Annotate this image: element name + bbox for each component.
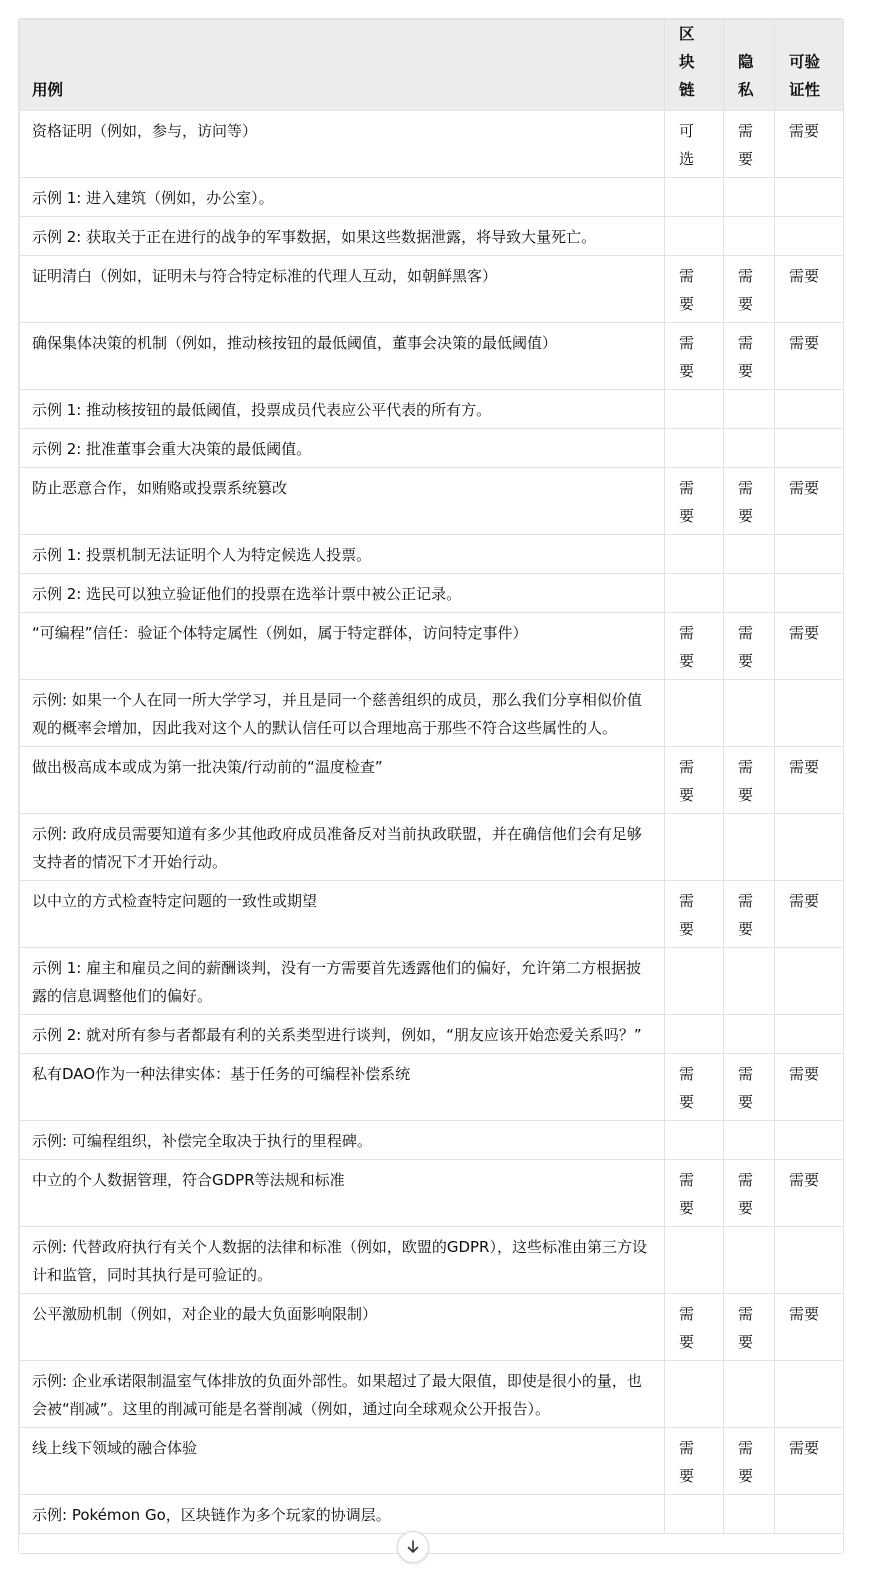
privacy-cell: [724, 1160, 775, 1227]
use-case-cell: “可编程”信任：验证个体特定属性（例如，属于特定群体，访问特定事件）: [20, 613, 665, 680]
blockchain-cell: [665, 680, 724, 747]
privacy-cell: [724, 256, 775, 323]
use-case-cell: 示例 1: 雇主和雇员之间的薪酬谈判，没有一方需要首先透露他们的偏好，允许第二方根据披露的信息调整他们的偏好。: [20, 948, 665, 1015]
table-row: [20, 323, 844, 390]
blockchain-value: 需要: [679, 758, 695, 804]
verifiability-cell: 需要: [775, 1294, 844, 1361]
privacy-cell: [724, 323, 775, 390]
table-row: [20, 1227, 844, 1294]
privacy-cell: [724, 1361, 775, 1428]
use-case-cell: 资格证明（例如，参与，访问等）: [20, 111, 665, 178]
blockchain-cell: [665, 323, 724, 390]
table-row: [20, 468, 844, 535]
verifiability-cell: [775, 680, 844, 747]
use-case-table-container: [18, 18, 844, 1554]
use-case-cell: 示例: 可编程组织，补偿完全取决于执行的里程碑。: [20, 1121, 665, 1160]
header-privacy: [724, 20, 775, 111]
privacy-value: 需要: [738, 1171, 754, 1217]
blockchain-value: 需要: [679, 1439, 695, 1485]
header-privacy-label: 隐私: [738, 53, 754, 99]
blockchain-value: 需要: [679, 1305, 695, 1351]
table-row: [20, 1160, 844, 1227]
privacy-cell: [724, 680, 775, 747]
blockchain-cell: [665, 256, 724, 323]
privacy-cell: [724, 1227, 775, 1294]
blockchain-cell: [665, 1294, 724, 1361]
table-header-row: [20, 20, 844, 111]
header-verifiability-label: 可验证性: [789, 53, 821, 99]
verifiability-cell: [775, 1361, 844, 1428]
verifiability-cell: [775, 217, 844, 256]
privacy-value: 需要: [738, 479, 754, 525]
verifiability-cell: 需要: [775, 1428, 844, 1495]
blockchain-value: 需要: [679, 267, 695, 313]
use-case-cell: 示例 2: 就对所有参与者都最有利的关系类型进行谈判，例如，“朋友应该开始恋爱关系吗？”: [20, 1015, 665, 1054]
privacy-value: 需要: [738, 1305, 754, 1351]
blockchain-cell: [665, 574, 724, 613]
verifiability-cell: 需要: [775, 111, 844, 178]
privacy-value: 需要: [738, 267, 754, 313]
verifiability-cell: 需要: [775, 881, 844, 948]
privacy-cell: [724, 468, 775, 535]
blockchain-cell: [665, 1361, 724, 1428]
table-row: [20, 1015, 844, 1054]
privacy-cell: [724, 613, 775, 680]
blockchain-value: 需要: [679, 624, 695, 670]
blockchain-value: 需要: [679, 892, 695, 938]
verifiability-cell: 需要: [775, 468, 844, 535]
privacy-value: 需要: [738, 122, 754, 168]
privacy-cell: [724, 1428, 775, 1495]
use-case-cell: 示例 1: 推动核按钮的最低阈值，投票成员代表应公平代表的所有方。: [20, 390, 665, 429]
header-verifiability: [775, 20, 844, 111]
table-row: [20, 1054, 844, 1121]
use-case-cell: 线上线下领域的融合体验: [20, 1428, 665, 1495]
table-row: [20, 948, 844, 1015]
header-blockchain: [665, 20, 724, 111]
privacy-cell: [724, 1054, 775, 1121]
use-case-cell: 示例: 政府成员需要知道有多少其他政府成员准备反对当前执政联盟，并在确信他们会有足够支持者的情况下才开始行动。: [20, 814, 665, 881]
privacy-cell: [724, 111, 775, 178]
table-body: [20, 111, 844, 1534]
use-case-cell: 示例: 企业承诺限制温室气体排放的负面外部性。如果超过了最大限值，即使是很小的量，也会被“削减”。这里的削减可能是名誉削减（例如，通过向全球观众公开报告）。: [20, 1361, 665, 1428]
privacy-cell: [724, 1294, 775, 1361]
table-row: [20, 535, 844, 574]
blockchain-cell: [665, 111, 724, 178]
privacy-cell: [724, 1121, 775, 1160]
blockchain-value: 需要: [679, 334, 695, 380]
verifiability-cell: [775, 1015, 844, 1054]
use-case-table: [19, 19, 844, 1534]
table-row: [20, 1428, 844, 1495]
privacy-cell: [724, 217, 775, 256]
privacy-cell: [724, 429, 775, 468]
verifiability-cell: [775, 1227, 844, 1294]
table-row: [20, 178, 844, 217]
blockchain-value: 需要: [679, 1171, 695, 1217]
use-case-cell: 中立的个人数据管理，符合GDPR等法规和标准: [20, 1160, 665, 1227]
blockchain-cell: [665, 468, 724, 535]
verifiability-cell: 需要: [775, 747, 844, 814]
verifiability-cell: [775, 535, 844, 574]
verifiability-cell: [775, 574, 844, 613]
table-row: [20, 680, 844, 747]
privacy-cell: [724, 535, 775, 574]
blockchain-cell: [665, 881, 724, 948]
privacy-cell: [724, 814, 775, 881]
scroll-to-bottom-button[interactable]: [397, 1531, 429, 1563]
blockchain-value: 需要: [679, 1065, 695, 1111]
verifiability-cell: [775, 390, 844, 429]
table-row: [20, 613, 844, 680]
verifiability-cell: 需要: [775, 323, 844, 390]
blockchain-value: 需要: [679, 479, 695, 525]
use-case-cell: 示例: 代替政府执行有关个人数据的法律和标准（例如，欧盟的GDPR），这些标准由第三方设计和监管，同时其执行是可验证的。: [20, 1227, 665, 1294]
use-case-cell: 示例 1: 投票机制无法证明个人为特定候选人投票。: [20, 535, 665, 574]
use-case-cell: 私有DAO作为一种法律实体：基于任务的可编程补偿系统: [20, 1054, 665, 1121]
blockchain-cell: [665, 429, 724, 468]
verifiability-cell: 需要: [775, 1160, 844, 1227]
verifiability-cell: 需要: [775, 613, 844, 680]
use-case-cell: 示例 2: 获取关于正在进行的战争的军事数据，如果这些数据泄露，将导致大量死亡。: [20, 217, 665, 256]
privacy-value: 需要: [738, 334, 754, 380]
header-blockchain-label: 区块链: [679, 25, 695, 99]
blockchain-cell: [665, 535, 724, 574]
verifiability-cell: [775, 1121, 844, 1160]
blockchain-cell: [665, 613, 724, 680]
verifiability-cell: 需要: [775, 256, 844, 323]
use-case-cell: 防止恶意合作，如贿赂或投票系统篡改: [20, 468, 665, 535]
privacy-cell: [724, 178, 775, 217]
table-row: [20, 814, 844, 881]
blockchain-cell: [665, 217, 724, 256]
verifiability-cell: [775, 178, 844, 217]
table-row: [20, 111, 844, 178]
privacy-cell: [724, 1015, 775, 1054]
privacy-value: 需要: [738, 758, 754, 804]
privacy-cell: [724, 1495, 775, 1534]
blockchain-cell: [665, 178, 724, 217]
table-row: [20, 574, 844, 613]
table-row: [20, 429, 844, 468]
blockchain-cell: [665, 1428, 724, 1495]
blockchain-cell: [665, 1121, 724, 1160]
use-case-cell: 示例 2: 批准董事会重大决策的最低阈值。: [20, 429, 665, 468]
table-row: [20, 390, 844, 429]
use-case-cell: 以中立的方式检查特定问题的一致性或期望: [20, 881, 665, 948]
use-case-cell: 示例: Pokémon Go，区块链作为多个玩家的协调层。: [20, 1495, 665, 1534]
blockchain-cell: [665, 1015, 724, 1054]
table-row: [20, 1294, 844, 1361]
verifiability-cell: 需要: [775, 1054, 844, 1121]
blockchain-cell: [665, 1227, 724, 1294]
blockchain-value: 可选: [679, 122, 695, 168]
use-case-cell: 示例: 如果一个人在同一所大学学习，并且是同一个慈善组织的成员，那么我们分享相似价值观的概率会增加，因此我对这个人的默认信任可以合理地高于那些不符合这些属性的人。: [20, 680, 665, 747]
table-row: [20, 747, 844, 814]
blockchain-cell: [665, 948, 724, 1015]
privacy-value: 需要: [738, 1065, 754, 1111]
table-row: [20, 217, 844, 256]
use-case-cell: 示例 1: 进入建筑（例如，办公室）。: [20, 178, 665, 217]
table-row: [20, 1361, 844, 1428]
use-case-cell: 公平激励机制（例如，对企业的最大负面影响限制）: [20, 1294, 665, 1361]
privacy-cell: [724, 948, 775, 1015]
blockchain-cell: [665, 814, 724, 881]
privacy-cell: [724, 390, 775, 429]
blockchain-cell: [665, 1054, 724, 1121]
use-case-cell: 确保集体决策的机制（例如，推动核按钮的最低阈值，董事会决策的最低阈值）: [20, 323, 665, 390]
arrow-down-icon: [405, 1539, 421, 1555]
blockchain-cell: [665, 1495, 724, 1534]
privacy-cell: [724, 747, 775, 814]
table-row: [20, 1121, 844, 1160]
header-use-case: 用例: [20, 20, 665, 111]
table-row: [20, 881, 844, 948]
verifiability-cell: [775, 814, 844, 881]
use-case-cell: 证明清白（例如，证明未与符合特定标准的代理人互动，如朝鲜黑客）: [20, 256, 665, 323]
privacy-cell: [724, 881, 775, 948]
privacy-value: 需要: [738, 1439, 754, 1485]
verifiability-cell: [775, 1495, 844, 1534]
table-row: [20, 1495, 844, 1534]
verifiability-cell: [775, 429, 844, 468]
use-case-cell: 示例 2: 选民可以独立验证他们的投票在选举计票中被公正记录。: [20, 574, 665, 613]
blockchain-cell: [665, 1160, 724, 1227]
blockchain-cell: [665, 747, 724, 814]
privacy-cell: [724, 574, 775, 613]
use-case-cell: 做出极高成本或成为第一批决策/行动前的“温度检查”: [20, 747, 665, 814]
verifiability-cell: [775, 948, 844, 1015]
privacy-value: 需要: [738, 892, 754, 938]
privacy-value: 需要: [738, 624, 754, 670]
blockchain-cell: [665, 390, 724, 429]
table-row: [20, 256, 844, 323]
